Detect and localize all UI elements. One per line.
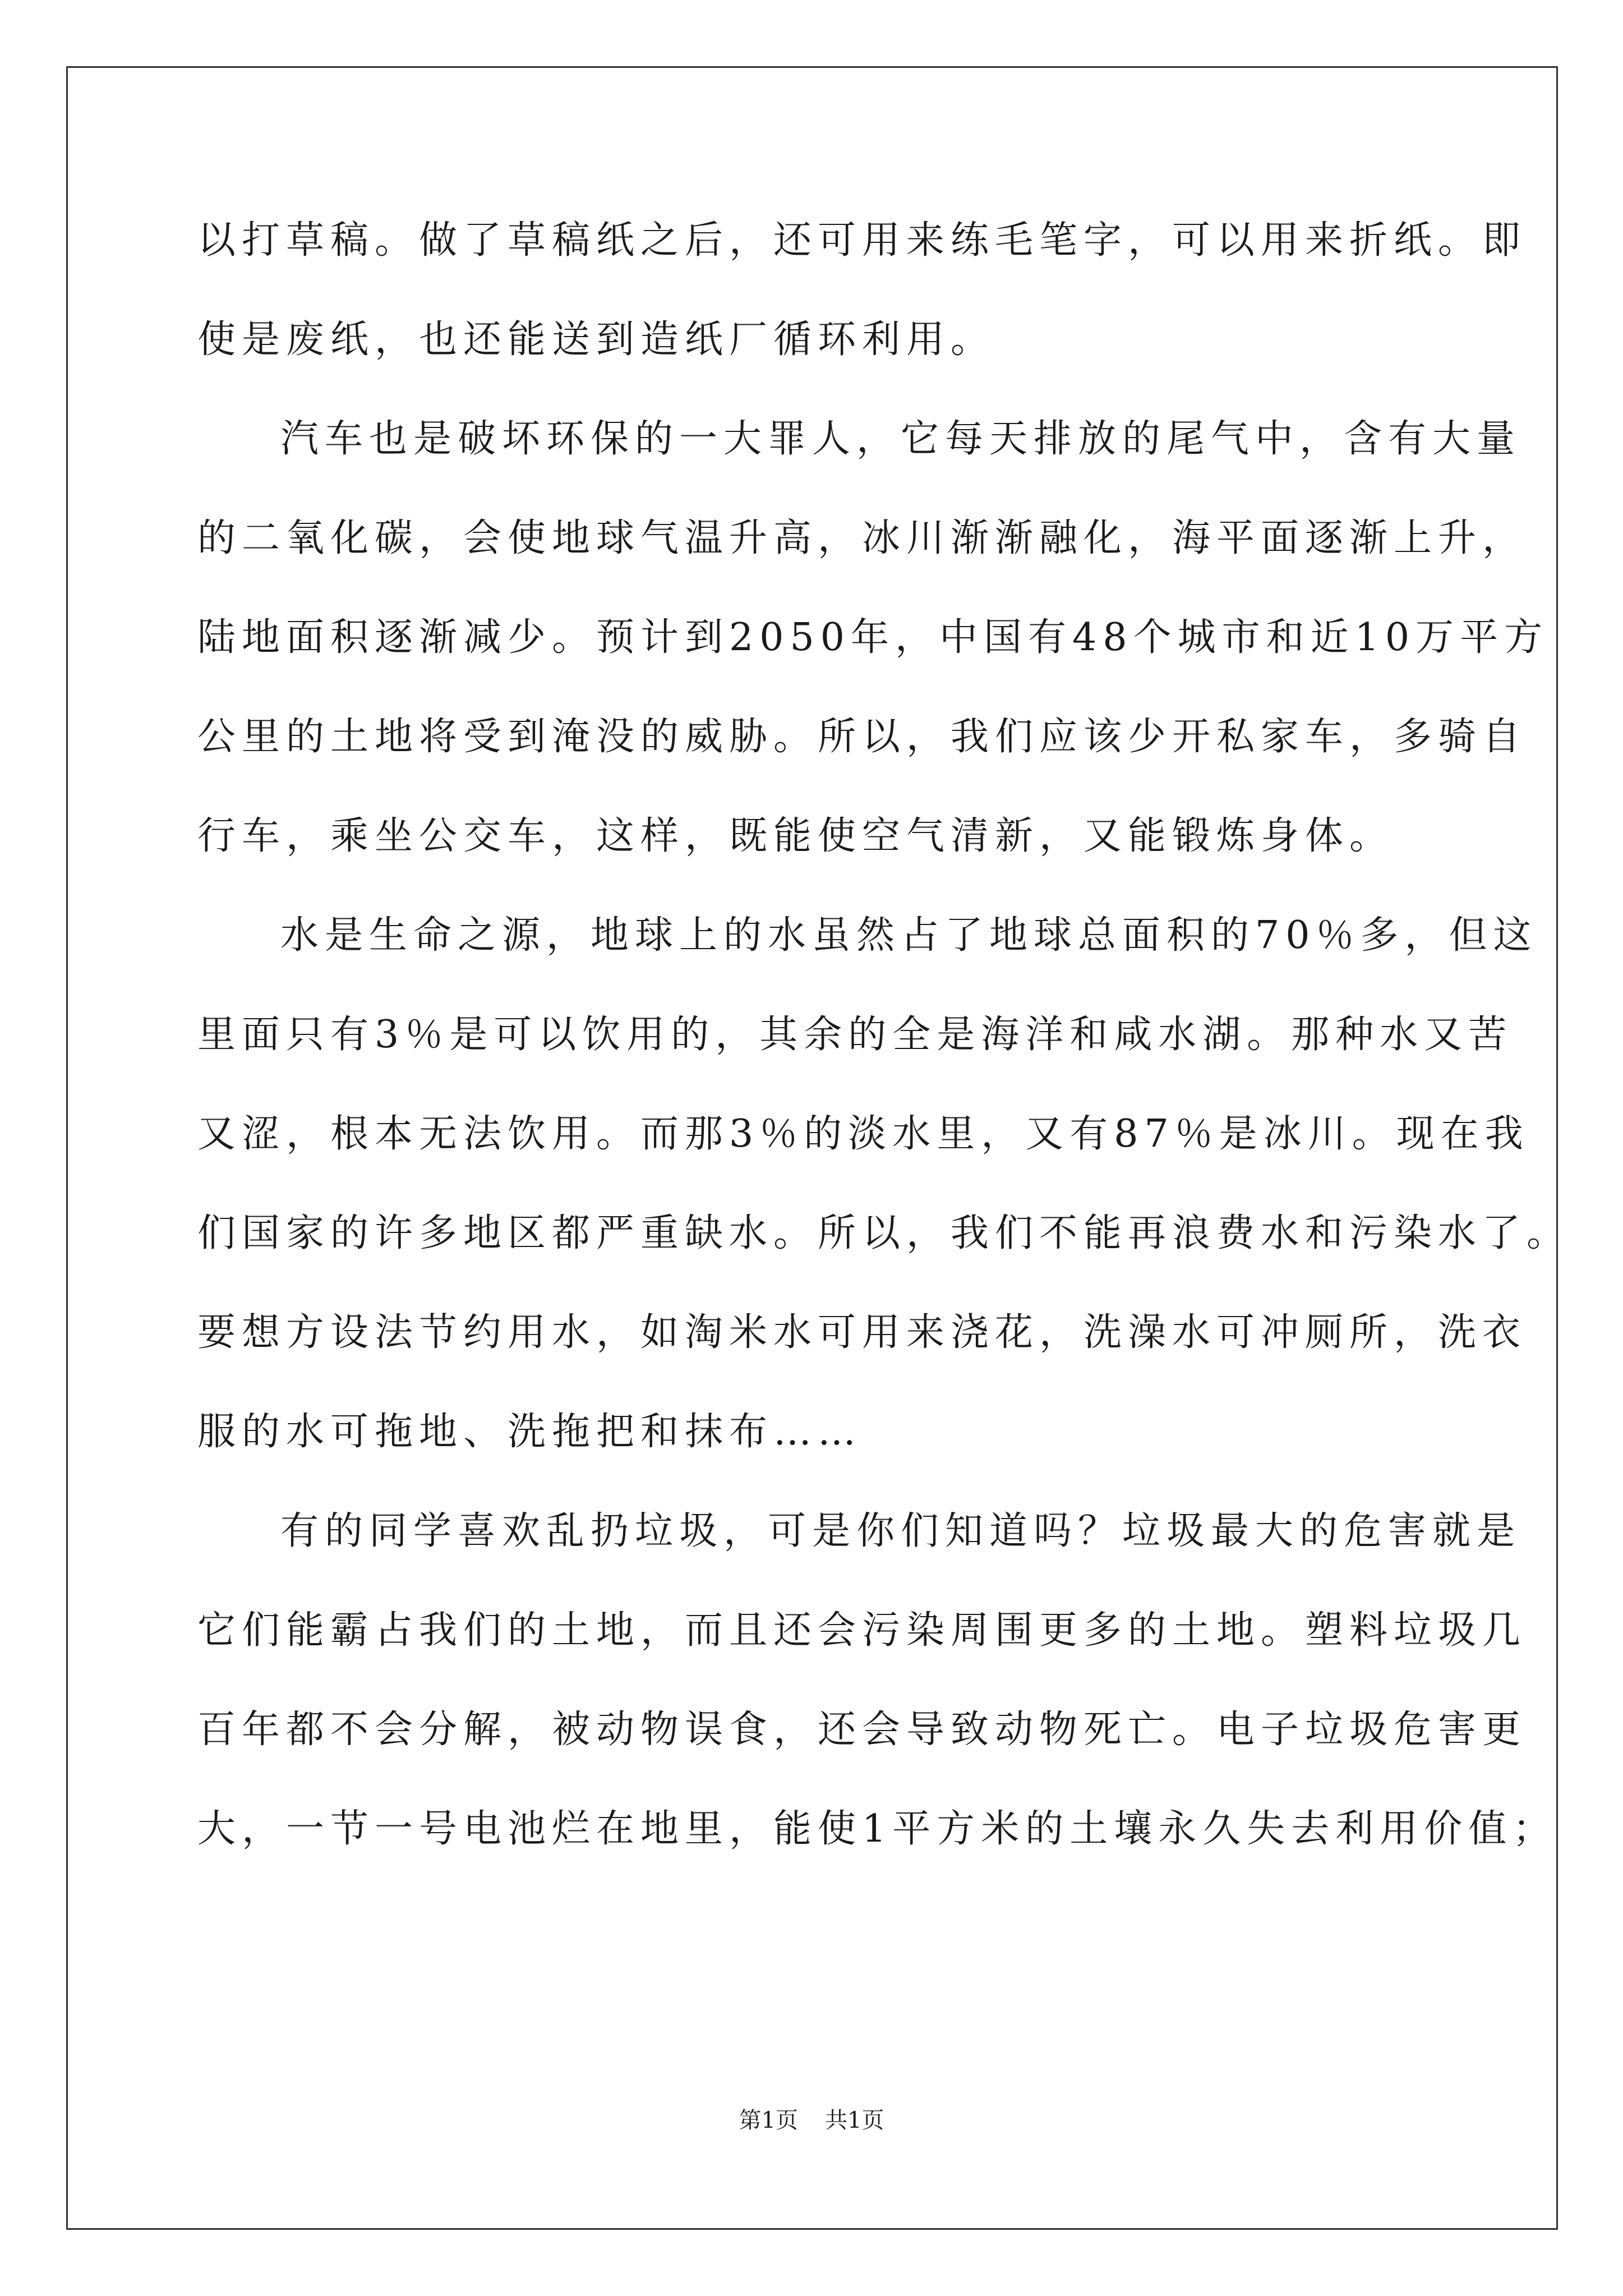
page-number: 第1页 [739,2108,798,2133]
document-body [197,218,1571,1910]
paragraph-cars [197,417,1549,917]
text-line: 陆地面积逐渐减少。预计到2050年，中国有48个城市和近10万平方 [197,615,1549,660]
text-line: 它们能霸占我们的土地，而且还会污染周围更多的土地。塑料垃圾几 [197,1608,1527,1653]
page-total: 共1页 [825,2108,884,2133]
text-line: 汽车也是破坏环保的一大罪人，它每天排放的尾气中，含有大量 [280,417,1521,461]
paragraph-water [197,913,1571,1512]
text-line: 水是生命之源，地球上的水虽然占了地球总面积的70％多，但这 [280,913,1538,958]
text-line: 服的水可拖地、洗拖把和抹布…… [197,1410,863,1454]
text-line: 有的同学喜欢乱扔垃圾，可是你们知道吗？垃圾最大的危害就是 [280,1509,1521,1553]
text-line: 公里的土地将受到淹没的威胁。所以，我们应该少开私家车，多骑自 [197,715,1527,759]
text-line: 以打草稿。做了草稿纸之后，还可用来练毛笔字，可以用来折纸。即 [197,218,1527,263]
paragraph-paper-reuse [197,218,1527,420]
page-footer [0,2109,1623,2132]
text-line: 的二氧化碳，会使地球气温升高，冰川渐渐融化，海平面逐渐上升， [197,516,1527,560]
text-line: 们国家的许多地区都严重缺水。所以，我们不能再浪费水和污染水了。 [197,1211,1571,1255]
text-line: 行车，乘坐公交车，这样，既能使空气清新，又能锻炼身体。 [197,814,1394,858]
text-line: 大，一节一号电池烂在地里，能使1平方米的土壤永久失去利用价值； [197,1807,1557,1851]
text-line: 要想方设法节约用水，如淘米水可用来浇花，洗澡水可冲厕所，洗衣 [197,1310,1527,1355]
text-line: 使是废纸，也还能送到造纸厂循环利用。 [197,318,995,362]
text-line: 百年都不会分解，被动物误食，还会导致动物死亡。电子垃圾危害更 [197,1708,1527,1752]
paragraph-garbage [197,1509,1557,1910]
text-line: 又涩，根本无法饮用。而那3％的淡水里，又有87％是冰川。现在我 [197,1112,1529,1156]
text-line: 里面只有3％是可以饮用的，其余的全是海洋和咸水湖。那种水又苦 [197,1013,1513,1057]
